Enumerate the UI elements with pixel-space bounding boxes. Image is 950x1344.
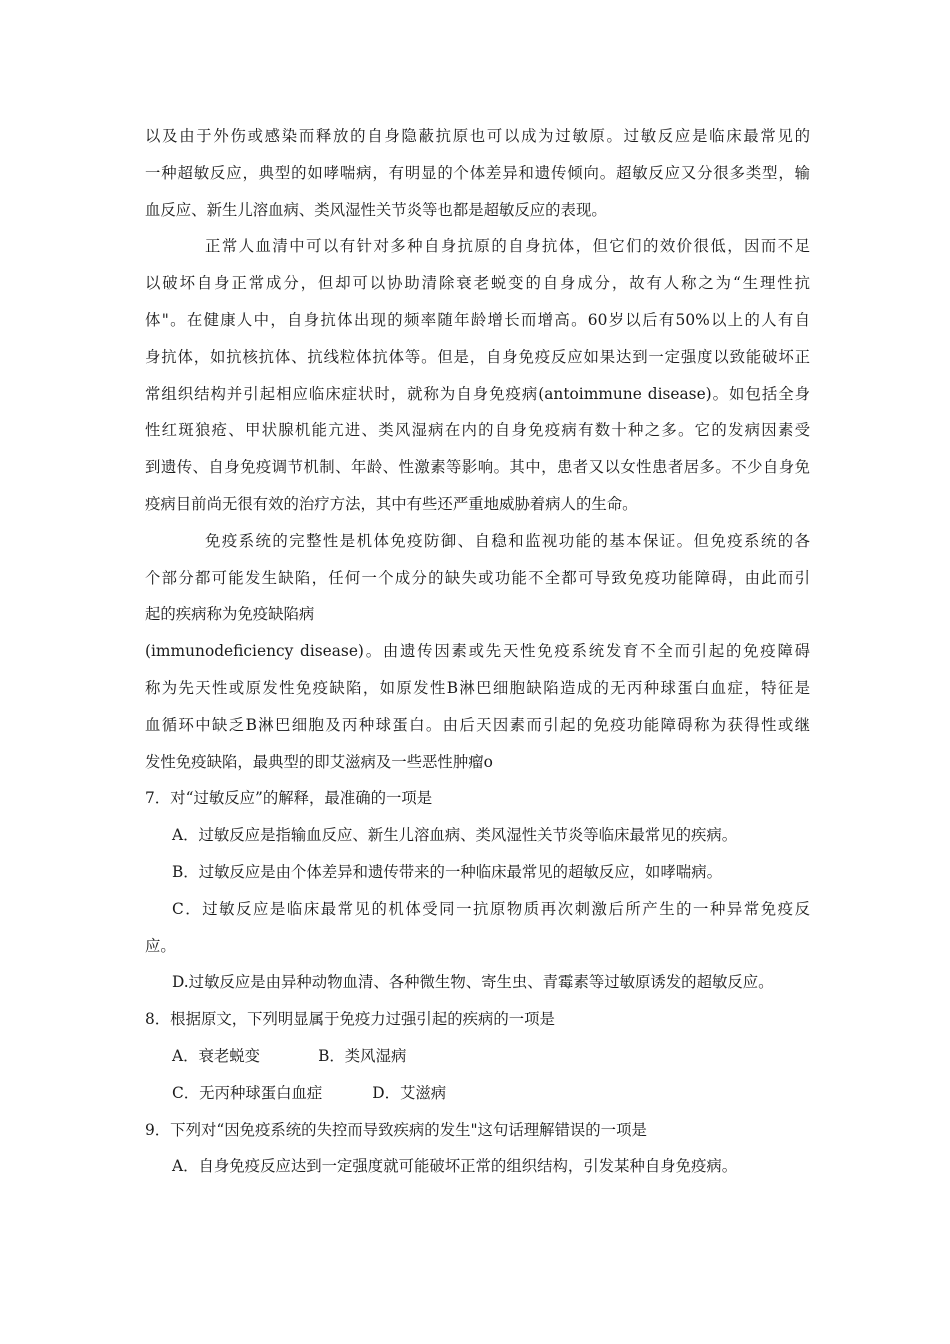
- question-stem: 7．对“过敏反应”的解释，最准确的一项是: [145, 789, 433, 808]
- options-row-cd: [145, 1075, 810, 1112]
- option-c: C．过敏反应是临床最常见的机体受同一抗原物质再次刺激后所产生的一种异常免疫反: [172, 899, 810, 918]
- paragraph-line: 称为先天性或原发性免疫缺陷，如原发性B淋巴细胞缺陷造成的无丙种球蛋白血症，特征是: [145, 678, 810, 697]
- paragraph-line: 以及由于外伤或感染而释放的自身隐蔽抗原也可以成为过敏原。过敏反应是临床最常见的: [145, 127, 810, 145]
- paragraph-1: [145, 118, 810, 228]
- options-row-ab: [145, 1038, 810, 1075]
- option-b: B．过敏反应是由个体差异和遗传带来的一种临床最常见的超敏反应，如哮喘病。: [172, 862, 722, 881]
- option-c: C．无丙种球蛋白血症: [172, 1083, 323, 1102]
- option-b: B．类风湿病: [318, 1046, 407, 1065]
- paragraph-line: 血循环中缺乏B淋巴细胞及丙种球蛋白。由后天因素而引起的免疫功能障碍称为获得性或继: [145, 715, 810, 734]
- question-8: [145, 1001, 810, 1111]
- paragraph-line: 身抗体，如抗核抗体、抗线粒体抗体等。但是，自身免疫反应如果达到一定强度以致能破坏正: [145, 347, 810, 366]
- paragraph-line: (immunodeficiency disease)。由遗传因素或先天性免疫系统发育不全而引起的免疫障碍: [145, 642, 810, 661]
- paragraph-line: 免疫系统的完整性是机体免疫防御、自稳和监视功能的基本保证。但免疫系统的各: [205, 531, 810, 550]
- paragraph-line: 性红斑狼疮、甲状腺机能亢进、类风湿病在内的自身免疫病有数十种之多。它的发病因素受: [145, 421, 810, 440]
- option-c-continued: 应。: [145, 936, 176, 955]
- paragraph-line: 起的疾病称为免疫缺陷病: [145, 605, 315, 624]
- paragraph-line: 个部分都可能发生缺陷，任何一个成分的缺失或功能不全都可导致免疫功能障碍，由此而引: [145, 568, 810, 587]
- paragraph-line: 发性免疫缺陷，最典型的即艾滋病及一些恶性肿瘤o: [145, 752, 493, 771]
- option-a: A．衰老蜕变: [172, 1046, 261, 1065]
- paragraph-line: 疫病目前尚无很有效的治疗方法，其中有些还严重地威胁着病人的生命。: [145, 494, 638, 513]
- option-a: A．自身免疫反应达到一定强度就可能破坏正常的组织结构，引发某种自身免疫病。: [172, 1157, 738, 1176]
- paragraph-line: 血反应、新生儿溶血病、类风湿性关节炎等也都是超敏反应的表现。: [145, 200, 607, 219]
- option-a: A．过敏反应是指输血反应、新生儿溶血病、类风湿性关节炎等临床最常见的疾病。: [172, 826, 738, 845]
- question-stem: 9．下列对“因免疫系统的失控而导致疾病的发生"这句话理解错误的一项是: [145, 1120, 647, 1139]
- document-body: [145, 118, 810, 1185]
- paragraph-line: 到遗传、自身免疫调节机制、年龄、性激素等影响。其中，患者又以女性患者居多。不少自身免: [145, 458, 810, 477]
- paragraph-line: 体"。在健康人中，自身抗体出现的频率随年龄增长而增高。60岁以后有50%以上的人有自: [145, 310, 810, 329]
- question-7: [145, 780, 810, 1001]
- paragraph-3: [145, 523, 810, 781]
- paragraph-line: 一种超敏反应，典型的如哮喘病，有明显的个体差异和遗传倾向。超敏反应又分很多类型，输: [145, 163, 810, 182]
- paragraph-line: 常组织结构并引起相应临床症状时，就称为自身免疫病(antoimmune disease)。如包括全身: [145, 384, 810, 403]
- paragraph-2: [145, 228, 810, 522]
- option-d: D.过敏反应是由异种动物血清、各种微生物、寄生虫、青霉素等过敏原诱发的超敏反应。: [172, 973, 774, 992]
- question-9: [145, 1112, 810, 1186]
- paragraph-line: 以破坏自身正常成分，但却可以协助清除衰老蜕变的自身成分，故有人称之为“生理性抗: [145, 274, 810, 293]
- paragraph-line: 正常人血清中可以有针对多种自身抗原的自身抗体，但它们的效价很低，因而不足: [205, 237, 810, 256]
- option-d: D．艾滋病: [372, 1083, 447, 1102]
- question-stem: 8．根据原文，下列明显属于免疫力过强引起的疾病的一项是: [145, 1010, 555, 1029]
